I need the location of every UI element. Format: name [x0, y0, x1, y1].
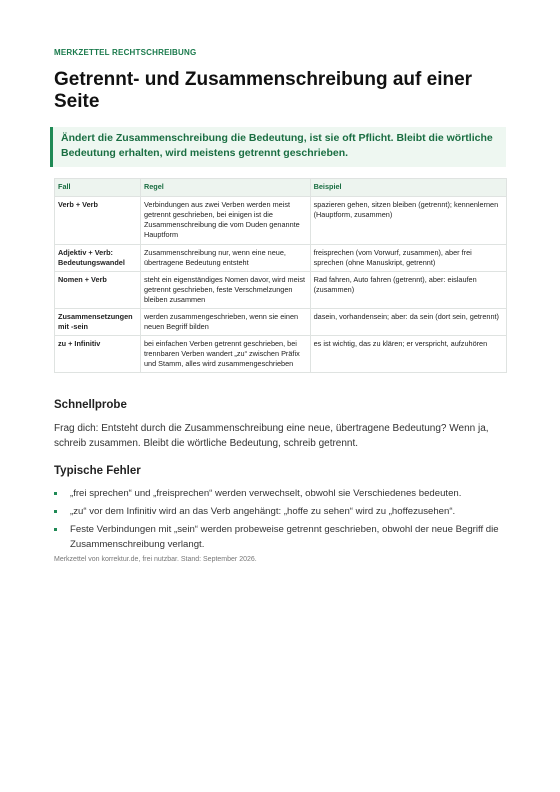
table-row	[55, 335, 507, 372]
table-row	[55, 197, 507, 244]
cell-regel: Zusammenschreibung nur, wenn eine neue, übertragene Bedeutung entsteht	[140, 244, 310, 271]
cell-beispiel: es ist wichtig, das zu klären; er verspricht, aufzuhören	[310, 335, 506, 372]
typical-errors-list	[54, 487, 506, 552]
cell-beispiel: freisprechen (vom Vorwurf, zusammen), aber frei sprechen (ohne Manuskript, getrennt)	[310, 244, 506, 271]
quick-check-heading: Schnellprobe	[54, 399, 127, 412]
page-title: Getrennt- und Zusammenschreibung auf einer Seite	[54, 69, 473, 112]
bullet-icon	[54, 510, 57, 513]
cell-regel: werden zusammengeschrieben, wenn sie einen neuen Begriff bilden	[140, 308, 310, 335]
table-header-row	[55, 179, 507, 197]
footer-note: Merkzettel von korrektur.de, frei nutzbar. Stand: September 2026.	[54, 555, 257, 563]
bullet-icon	[54, 492, 57, 495]
list-item-text: Feste Verbindungen mit „sein“ werden probeweise getrennt geschrieben, obwohl der neue Begriff die Zusammenschreibung verlangt.	[70, 523, 499, 550]
eyebrow-label: MERKZETTEL RECHTSCHREIBUNG	[54, 48, 197, 57]
list-item	[54, 523, 506, 553]
cell-fall: Zusammensetzungen mit -sein	[55, 308, 141, 335]
bullet-icon	[54, 528, 57, 531]
table-row	[55, 308, 507, 335]
table-row	[55, 271, 507, 308]
cell-beispiel: spazieren gehen, sitzen bleiben (getrennt); kennenlernen (Hauptform, zusammen)	[310, 197, 506, 244]
list-item-text: „zu“ vor dem Infinitiv wird an das Verb angehängt: „hoffe zu sehen“ wird zu „hoffezusehen“.	[70, 505, 456, 517]
quick-check-text: Frag dich: Entsteht durch die Zusammenschreibung eine neue, übertragene Bedeutung? Wenn ja, schreib zusammen. Bleibt die wörtliche Bedeutung, schreib getrennt.	[54, 423, 489, 450]
column-header-fall: Fall	[55, 179, 141, 197]
typical-errors-heading: Typische Fehler	[54, 465, 141, 478]
list-item	[54, 487, 506, 502]
column-header-regel: Regel	[140, 179, 310, 197]
key-rule-callout: Ändert die Zusammenschreibung die Bedeutung, ist sie oft Pflicht. Bleibt die wörtliche Bedeutung erhalten, wird meistens getrennt geschrieben.	[50, 127, 506, 168]
rules-table	[54, 178, 507, 373]
cell-fall: Verb + Verb	[55, 197, 141, 244]
column-header-beispiel: Beispiel	[310, 179, 506, 197]
list-item-text: „frei sprechen“ und „freisprechen“ werden verwechselt, obwohl sie Verschiedenes bedeuten.	[70, 488, 462, 500]
cell-fall: Adjektiv + Verb: Bedeutungswandel	[55, 244, 141, 271]
cell-beispiel: Rad fahren, Auto fahren (getrennt), aber: eislaufen (zusammen)	[310, 271, 506, 308]
cell-fall: Nomen + Verb	[55, 271, 141, 308]
cell-regel: Verbindungen aus zwei Verben werden meist getrennt geschrieben, bei einigen ist die Zusammenschreibung die vom Duden genannte Hauptform	[140, 197, 310, 244]
cell-regel: steht ein eigenständiges Nomen davor, wird meist getrennt geschrieben, feste Verschmelzungen bleiben zusammen	[140, 271, 310, 308]
table-row	[55, 244, 507, 271]
cell-fall: zu + Infinitiv	[55, 335, 141, 372]
cell-beispiel: dasein, vorhandensein; aber: da sein (dort sein, getrennt)	[310, 308, 506, 335]
list-item	[54, 505, 506, 520]
cell-regel: bei einfachen Verben getrennt geschrieben, bei trennbaren Verben wandert „zu“ zwischen Präfix und Stamm, alles wird zusammengeschrieben	[140, 335, 310, 372]
